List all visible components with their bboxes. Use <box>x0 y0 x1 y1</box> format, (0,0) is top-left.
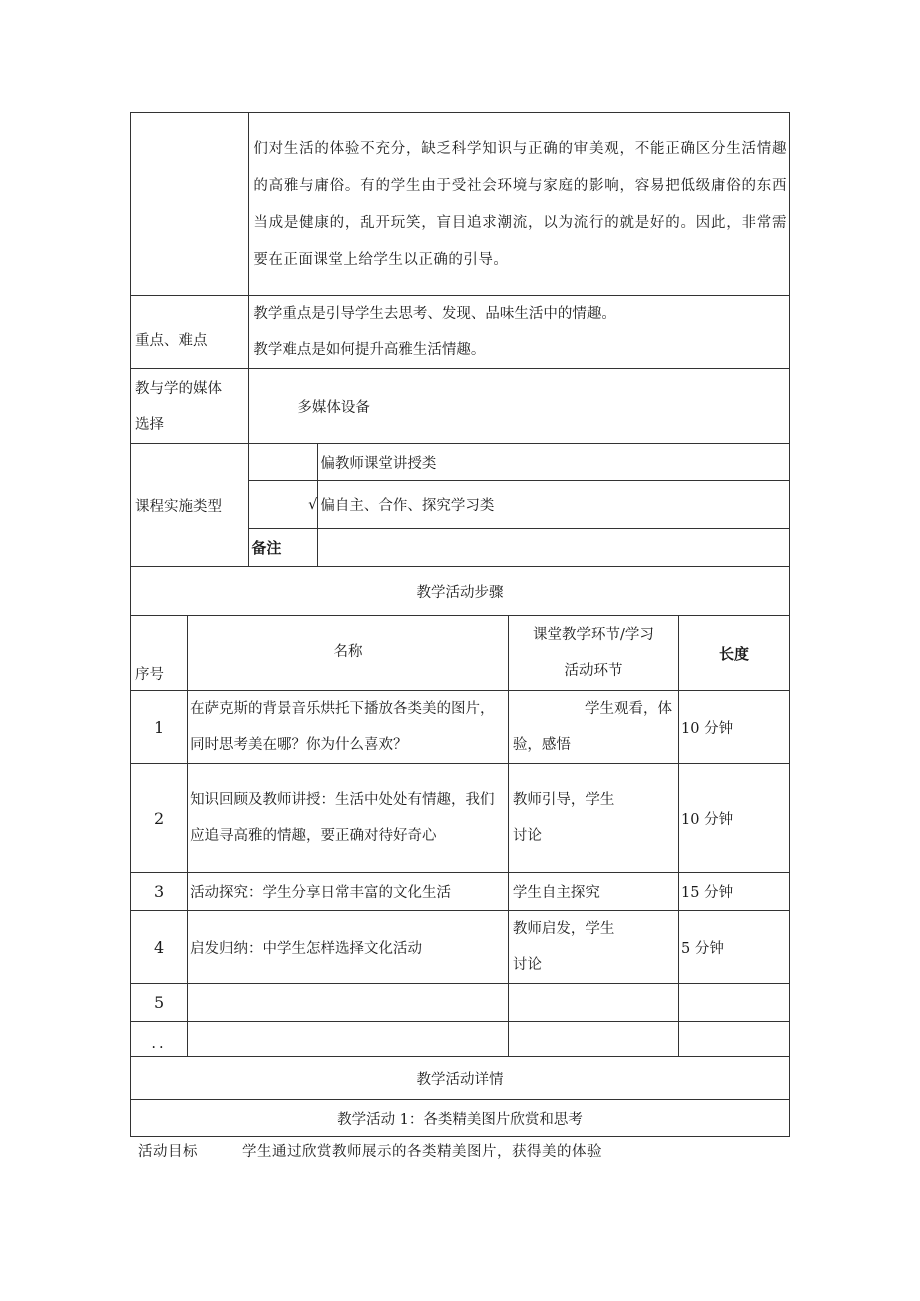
media-value: 多媒体设备 <box>249 369 790 444</box>
row-phase-line2: 验，感悟 <box>512 737 571 753</box>
activity-title-row <box>131 1100 790 1137</box>
media-label-line2: 选择 <box>135 417 164 433</box>
intro-text: 们对生活的体验不充分，缺乏科学知识与正确的审美观，不能正确区分生活情趣的高雅与庸俗。有的学生由于受社会环境与家庭的影响，容易把低级庸俗的东西当成是健康的，乱开玩笑，盲目追求潮流，以为流行的就是好的。因此，非常需要在正面课堂上给学生以正确的引导。 <box>249 113 790 296</box>
row-name-line1: 在萨克斯的背景音乐烘托下播放各类美的图片， <box>190 701 495 717</box>
header-duration: 长度 <box>679 616 790 691</box>
row-phase <box>508 1022 678 1057</box>
row-index: .. <box>131 1022 188 1057</box>
key-points-content <box>249 296 790 369</box>
row-phase-line2: 讨论 <box>512 828 542 844</box>
media-row <box>131 369 790 444</box>
row-name-line2: 同时思考美在哪？你为什么喜欢？ <box>190 737 408 753</box>
header-phase-line2: 活动环节 <box>564 663 623 679</box>
row-phase-line1: 教师启发，学生 <box>512 921 615 937</box>
option1-label: 偏教师课堂讲授类 <box>318 444 790 481</box>
header-phase <box>508 616 678 691</box>
header-phase-line1: 课堂教学环节/学习 <box>533 627 654 643</box>
intro-row <box>131 113 790 296</box>
lesson-plan-table <box>130 112 790 1137</box>
row-phase <box>508 984 678 1022</box>
table-row <box>131 691 790 764</box>
row-duration: 10 分钟 <box>679 691 790 764</box>
media-label <box>131 369 249 444</box>
course-type-label: 课程实施类型 <box>131 444 249 567</box>
key-points-label: 重点、难点 <box>131 296 249 369</box>
course-type-row-1 <box>131 444 790 481</box>
table-row <box>131 1022 790 1057</box>
table-row <box>131 764 790 873</box>
row-phase <box>508 764 678 873</box>
activity-goal-label: 活动目标 <box>138 1144 198 1160</box>
row-phase-line1: 教师引导，学生 <box>512 792 615 808</box>
row-phase-line1: 学生观看，体 <box>585 701 673 717</box>
activity-goal-value: 学生通过欣赏教师展示的各类精美图片，获得美的体验 <box>242 1144 602 1160</box>
key-points-row <box>131 296 790 369</box>
difficult-point-line: 教学难点是如何提升高雅生活情趣。 <box>253 342 486 358</box>
steps-title-row <box>131 567 790 616</box>
row-duration: 15 分钟 <box>679 873 790 911</box>
row-phase <box>508 691 678 764</box>
remark-value <box>318 529 790 567</box>
steps-title: 教学活动步骤 <box>131 567 790 616</box>
table-row <box>131 873 790 911</box>
row-name <box>188 691 509 764</box>
row-duration <box>679 984 790 1022</box>
activity-title: 教学活动 1：各类精美图片欣赏和思考 <box>131 1100 790 1137</box>
row-duration <box>679 1022 790 1057</box>
row-name <box>188 764 509 873</box>
row-index: 5 <box>131 984 188 1022</box>
table-row <box>131 911 790 984</box>
row-name: 活动探究：学生分享日常丰富的文化生活 <box>188 873 509 911</box>
row-name <box>188 1022 509 1057</box>
option2-check: √ <box>249 481 318 529</box>
row-index: 3 <box>131 873 188 911</box>
row-index: 4 <box>131 911 188 984</box>
steps-header-row <box>131 616 790 691</box>
row-phase <box>508 911 678 984</box>
key-point-line: 教学重点是引导学生去思考、发现、品味生活中的情趣。 <box>253 306 616 322</box>
row-duration: 5 分钟 <box>679 911 790 984</box>
header-index: 序号 <box>131 616 188 691</box>
option2-label: 偏自主、合作、探究学习类 <box>318 481 790 529</box>
header-name: 名称 <box>188 616 509 691</box>
option1-check <box>249 444 318 481</box>
row-name-line1: 知识回顾及教师讲授：生活中处处有情趣，我们 <box>190 792 495 808</box>
intro-label-cell <box>131 113 249 296</box>
activity-goal <box>138 1140 602 1161</box>
row-phase-line2: 讨论 <box>512 957 542 973</box>
table-row <box>131 984 790 1022</box>
row-name-line2: 应追寻高雅的情趣，要正确对待好奇心 <box>190 828 437 844</box>
details-title: 教学活动详情 <box>131 1057 790 1100</box>
row-duration: 10 分钟 <box>679 764 790 873</box>
media-label-line1: 教与学的媒体 <box>135 381 222 397</box>
row-index: 2 <box>131 764 188 873</box>
row-name: 启发归纳：中学生怎样选择文化活动 <box>188 911 509 984</box>
row-phase: 学生自主探究 <box>508 873 678 911</box>
details-title-row <box>131 1057 790 1100</box>
row-index: 1 <box>131 691 188 764</box>
remark-label: 备注 <box>249 529 318 567</box>
row-name <box>188 984 509 1022</box>
